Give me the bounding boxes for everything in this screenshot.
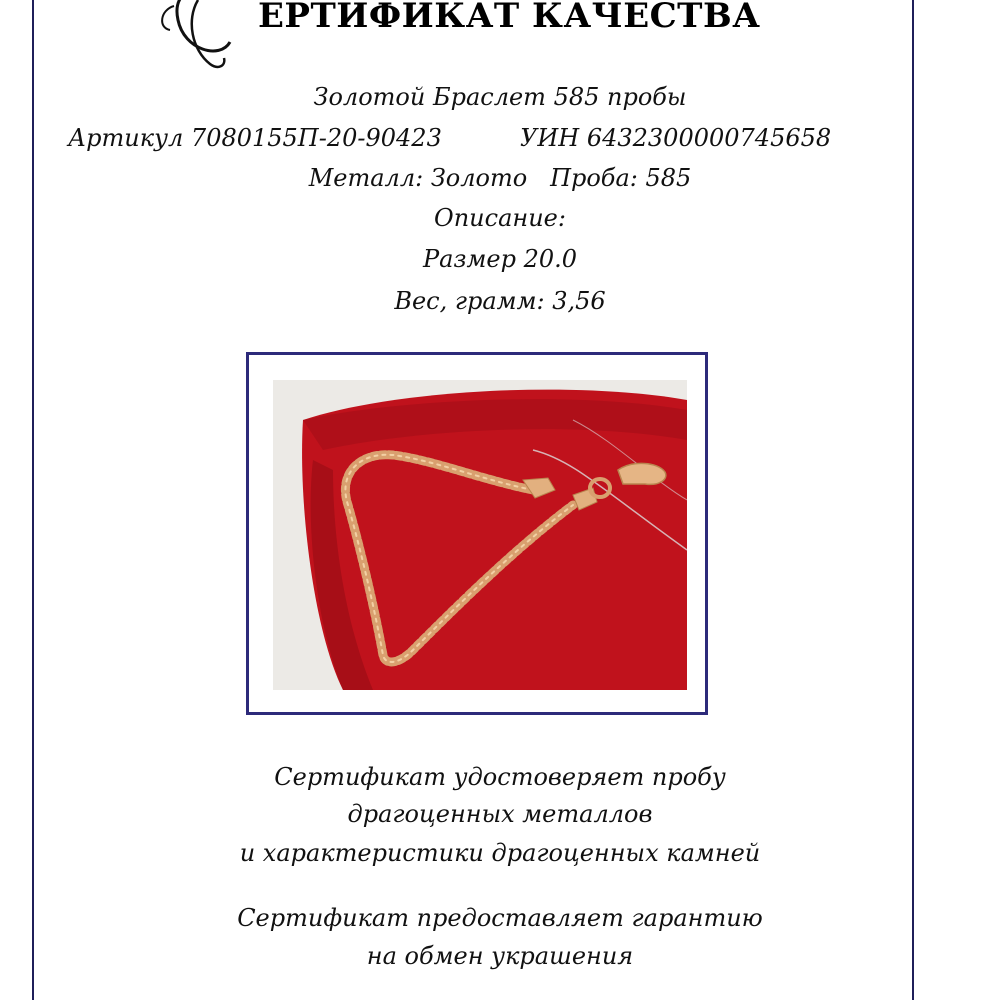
statement-line-3: и характеристики драгоценных камней: [239, 839, 761, 867]
metal-value: Металл: Золото: [308, 164, 528, 192]
product-photo-frame: [246, 352, 708, 715]
size-value: Размер 20.0: [422, 245, 578, 273]
assay-value: Проба: 585: [550, 164, 692, 192]
statement-line-1: Сертификат удостоверяет пробу: [274, 763, 726, 791]
certificate-header: [0, 0, 1000, 80]
product-name: Золотой Браслет 585 пробы: [313, 83, 687, 111]
metal-assay-row: [0, 164, 1000, 192]
bracelet-photo-image: [273, 380, 687, 690]
uin-number: УИН 6432300000745658: [520, 124, 832, 152]
article-number: Артикул 7080155П-20-90423: [68, 124, 442, 152]
weight-value: Вес, грамм: 3,56: [394, 287, 606, 315]
guarantee-line-1: Сертификат предоставляет гарантию: [237, 904, 763, 932]
guarantee-line-2: на обмен украшения: [366, 942, 634, 970]
certificate-title: ЕРТИФИКАТ КАЧЕСТВА: [258, 0, 761, 36]
description-label: Описание:: [434, 204, 566, 232]
statement-line-2: драгоценных металлов: [347, 800, 653, 828]
monogram-c-icon: [140, 0, 260, 80]
gold-bracelet-heart-photo: [273, 380, 687, 690]
